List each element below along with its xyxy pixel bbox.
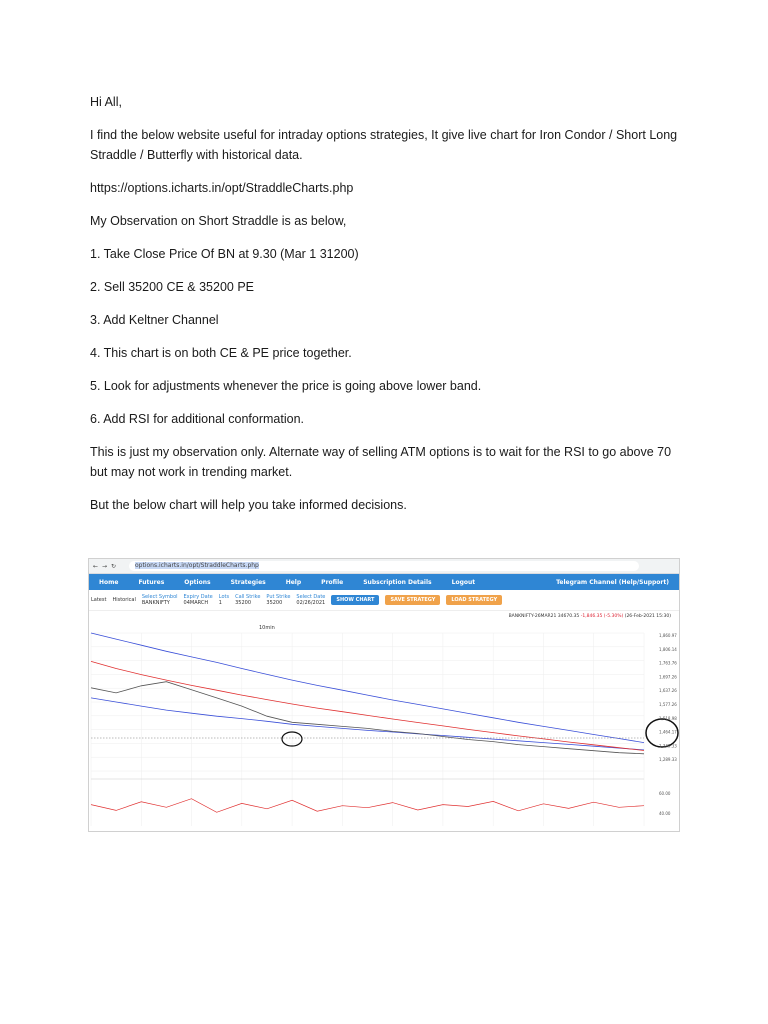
lots-value: 1	[218, 600, 222, 606]
mode-latest: Latest	[91, 597, 107, 603]
info-date: (26-Feb-2021 15:30)	[624, 614, 671, 619]
put-strike-field	[266, 594, 290, 606]
step-2: 2. Sell 35200 CE & 35200 PE	[90, 280, 255, 294]
step-5: 5. Look for adjustments whenever the price is going above lower band.	[90, 379, 482, 393]
straddle-chart	[89, 621, 679, 831]
show-chart-button: SHOW CHART	[331, 595, 379, 605]
price-axis-label: 1,518.98	[659, 715, 677, 721]
embedded-chart-screenshot	[88, 558, 680, 832]
date-label: Select Date	[296, 594, 326, 600]
interval-label: 10min	[259, 625, 275, 631]
info-change: -1,846.35 (-5.30%)	[580, 614, 624, 619]
price-axis-label: 1,860.97	[659, 633, 677, 638]
step-6: 6. Add RSI for additional conformation.	[90, 412, 305, 426]
closing-paragraph: But the below chart will help you take informed decisions.	[90, 498, 407, 512]
call-strike-label: Call Strike	[235, 594, 261, 600]
menu-logout: Logout	[451, 578, 476, 586]
browser-address-bar	[129, 561, 639, 571]
price-axis-label: 1,349.33	[659, 743, 677, 749]
put-strike-label: Put Strike	[266, 594, 291, 600]
expiry-label: Expiry Date	[183, 594, 213, 600]
step-3: 3. Add Keltner Channel	[90, 313, 219, 327]
disclaimer-paragraph: This is just my observation only. Alternate way of selling ATM options is to wait for the RSI to go above 70 but may not work in trending market.	[90, 445, 672, 479]
menu-profile: Profile	[321, 578, 344, 586]
browser-nav-icons: ←→↻	[93, 562, 121, 570]
expiry-field	[184, 594, 213, 606]
price-axis-label: 1,464.17	[659, 729, 677, 735]
rsi-axis-label: 40.00	[659, 811, 671, 816]
menu-telegram: Telegram Channel (Help/Support)	[556, 578, 669, 586]
load-strategy-button: LOAD STRATEGY	[446, 595, 502, 605]
mode-historical: Historical	[112, 597, 136, 603]
observation-heading: My Observation on Short Straddle is as below,	[90, 214, 347, 228]
date-field	[296, 594, 325, 606]
price-axis-label: 1,637.26	[659, 688, 677, 694]
menu-strategies: Strategies	[230, 578, 266, 586]
symbol-value: BANKNIFTY	[141, 600, 170, 606]
step-1: 1. Take Close Price Of BN at 9.30 (Mar 1 31200)	[90, 247, 359, 261]
menu-options: Options	[184, 578, 211, 586]
price-axis-label: 1,697.26	[659, 674, 677, 680]
lots-label: Lots	[218, 594, 230, 600]
price-axis-label: 1,289.33	[659, 757, 677, 763]
menu-subscription: Subscription Details	[363, 578, 432, 586]
price-axis-label: 1,806.14	[659, 646, 677, 652]
price-axis-label: 1,763.76	[659, 660, 677, 666]
rsi-axis-label: 60.00	[659, 791, 671, 796]
menu-home: Home	[99, 578, 119, 586]
strategy-form	[89, 590, 679, 611]
lots-field	[219, 594, 229, 606]
menu-help: Help	[285, 578, 302, 586]
browser-toolbar	[89, 559, 679, 574]
document-body	[90, 92, 690, 528]
price-axis-label: 1,577.26	[659, 702, 677, 707]
symbol-field	[142, 594, 178, 606]
put-strike-value: 35200	[266, 600, 283, 606]
chart-background	[89, 621, 679, 831]
menu-futures: Futures	[138, 578, 165, 586]
address-url: options.icharts.in/opt/StraddleCharts.php	[135, 562, 259, 569]
website-url: https://options.icharts.in/opt/StraddleCharts.php	[90, 181, 354, 195]
expiry-value: 04MARCH	[183, 600, 209, 606]
call-strike-value: 35200	[235, 600, 251, 606]
date-value: 02/26/2021	[296, 600, 326, 606]
info-symbol: BANKNIFTY-26MAR21 34670.35	[508, 614, 580, 619]
intro-paragraph: I find the below website useful for intraday options strategies, It give live chart for Iron Condor / Short Long Straddle / Butterfly with historical data.	[90, 128, 678, 162]
greeting: Hi All,	[90, 95, 122, 109]
symbol-label: Select Symbol	[141, 594, 178, 600]
step-4: 4. This chart is on both CE & PE price together.	[90, 346, 352, 360]
call-strike-field	[235, 594, 260, 606]
site-menu	[89, 574, 679, 590]
save-strategy-button: SAVE STRATEGY	[385, 595, 440, 605]
